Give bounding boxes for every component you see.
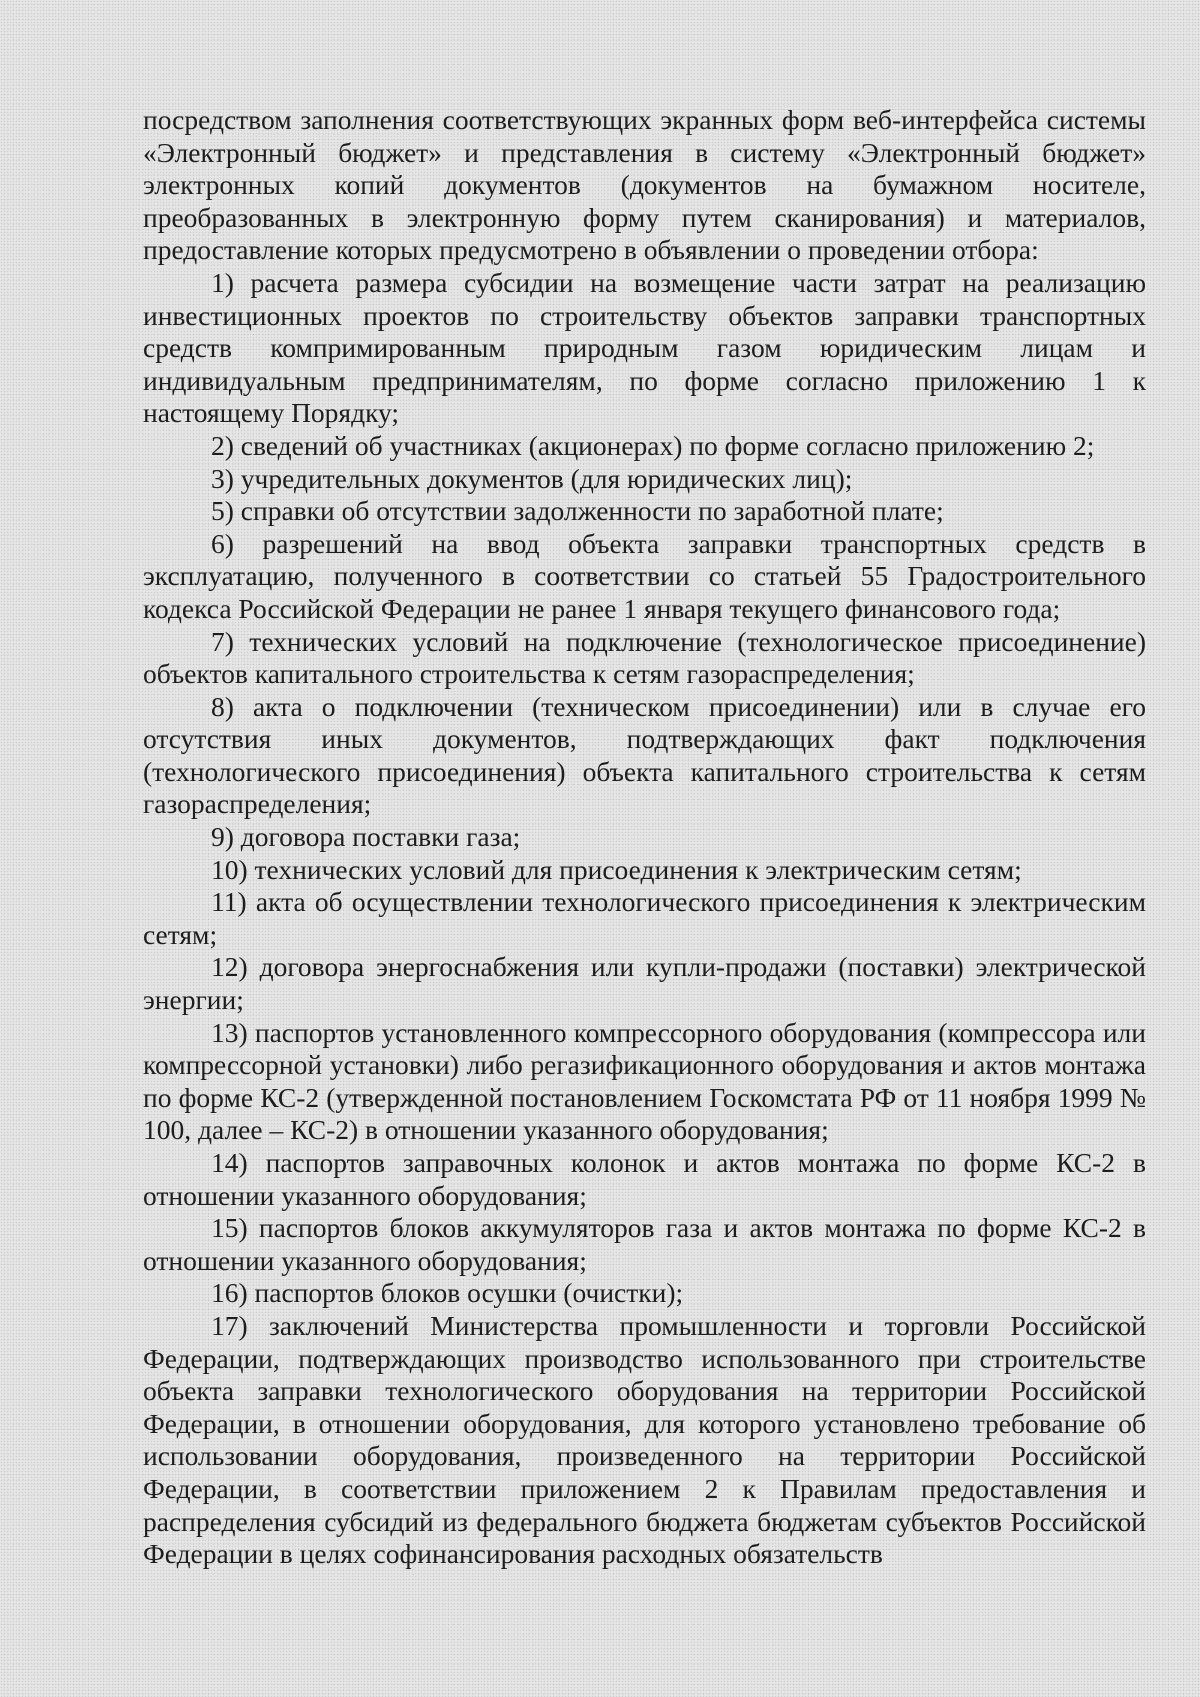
list-item-14: 14) паспортов заправочных колонок и актов монтажа по форме КС-2 в отношении указанного оборудования;	[143, 1147, 1146, 1211]
list-item-15: 15) паспортов блоков аккумуляторов газа и актов монтажа по форме КС-2 в отношении указанного оборудования;	[143, 1212, 1146, 1276]
intro-paragraph: посредством заполнения соответствующих экранных форм веб-интерфейса системы «Электронный бюджет» и представления в систему «Электронный бюджет» электронных копий документов (документов на бумажном носителе, преобразованных в электронную форму путем сканирования) и материалов, предоставление которых предусмотрено в объявлении о проведении отбора:	[143, 104, 1146, 266]
list-item-10: 10) технических условий для присоединения к электрическим сетям;	[211, 853, 1022, 885]
list-item-9: 9) договора поставки газа;	[211, 821, 521, 853]
list-item-17: 17) заключений Министерства промышленности и торговли Российской Федерации, подтверждающих производство использованного при строительстве объекта заправки технологического оборудования на территории Российской Федерации, в отношении оборудования, для которого установлено требование об использовании оборудования, произведенного на территории Российской Федерации, в соответствии приложением 2 к Правилам предоставления и распределения субсидий из федерального бюджета бюджетам субъектов Российской Федерации в целях софинансирования расходных обязательств	[143, 1309, 1146, 1570]
list-item-13: 13) паспортов установленного компрессорного оборудования (компрессора или компрессорной установки) либо регазификационного оборудования и актов монтажа по форме КС-2 (утвержденной постановлением Госкомстата РФ от 11 ноября 1999 № 100, далее – КС-2) в отношении указанного оборудования;	[143, 1016, 1146, 1146]
list-item-6: 6) разрешений на ввод объекта заправки транспортных средств в эксплуатацию, полученного в соответствии со статьей 55 Градостроительного кодекса Российской Федерации не ранее 1 января текущего финансового года;	[143, 527, 1146, 624]
list-item-3: 3) учредительных документов (для юридических лиц);	[211, 462, 853, 494]
list-item-2: 2) сведений об участниках (акционерах) по форме согласно приложению 2;	[211, 429, 1095, 461]
list-item-7: 7) технических условий на подключение (технологическое присоединение) объектов капитального строительства к сетям газораспределения;	[143, 625, 1146, 690]
list-item-12: 12) договора энергоснабжения или купли-продажи (поставки) электрической энергии;	[143, 951, 1146, 1016]
list-item-16: 16) паспортов блоков осушки (очистки);	[211, 1277, 684, 1309]
list-item-1: 1) расчета размера субсидии на возмещение части затрат на реализацию инвестиционных проектов по строительству объектов заправки транспортных средств компримированным природным газом юридическим лицам и индивидуальным предпринимателям, по форме согласно приложению 1 к настоящему Порядку;	[143, 266, 1146, 429]
list-item-11: 11) акта об осуществлении технологического присоединения к электрическим сетям;	[143, 886, 1146, 950]
list-item-5: 5) справки об отсутствии задолженности по заработной плате;	[211, 495, 944, 527]
document-body	[143, 104, 1146, 1571]
list-item-8: 8) акта о подключении (техническом присоединении) или в случае его отсутствия иных документов, подтверждающих факт подключения (технологического присоединения) объекта капитального строительства к сетям газораспределения;	[143, 690, 1146, 820]
